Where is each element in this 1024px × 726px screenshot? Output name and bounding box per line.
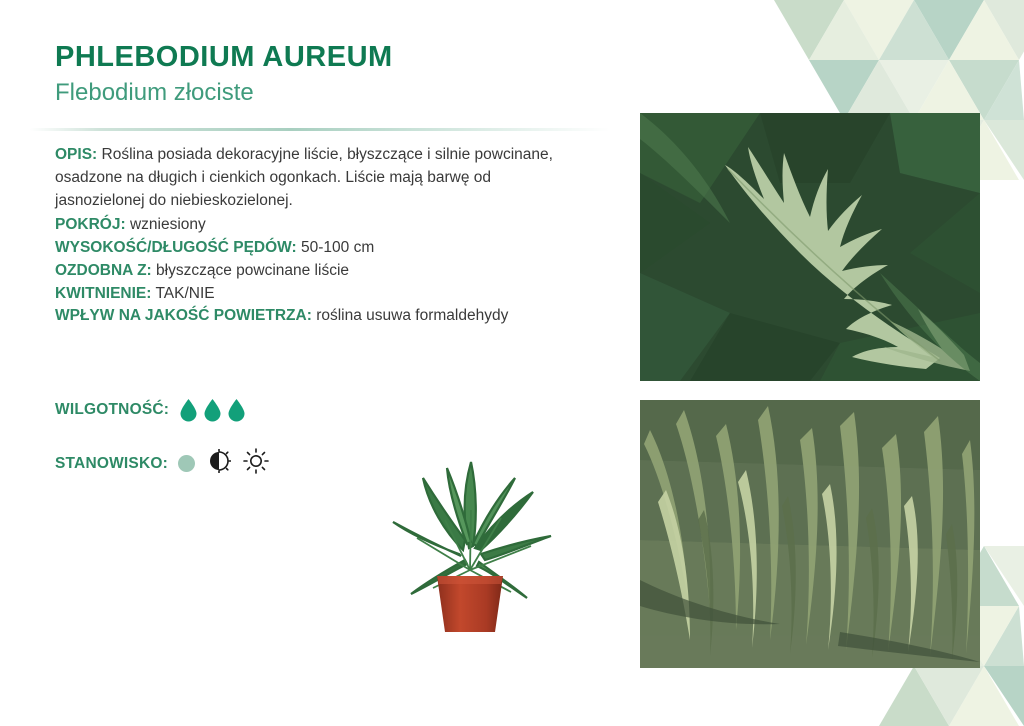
attribute-air-quality-value: roślina usuwa formaldehydy xyxy=(316,307,509,325)
position-label: STANOWISKO: xyxy=(55,454,168,472)
description-text: Roślina posiada dekoracyjne liście, błyszczące i silnie powcinane, osadzone na długich i cienkich ogonkach. Liście mają barwę od jasnozielonej do niebieskozielonej. xyxy=(55,146,553,209)
page-title: PHLEBODIUM AUREUM xyxy=(55,41,393,73)
attribute-flowering xyxy=(55,283,555,306)
attribute-habit-value: wzniesiony xyxy=(129,216,206,234)
humidity-label: WILGOTNOŚĆ: xyxy=(55,401,170,418)
attribute-height-label: WYSOKOŚĆ/DŁUGOŚĆ PĘDÓW: xyxy=(55,239,297,257)
attribute-air-quality-label: WPŁYW NA JAKOŚĆ POWIETRZA: xyxy=(55,307,312,325)
fern-foliage-photo xyxy=(640,400,980,668)
attribute-habit xyxy=(55,214,555,237)
page-subtitle: Flebodium złociste xyxy=(55,78,254,106)
attribute-air-quality xyxy=(55,305,555,328)
attribute-flowering-label: KWITNIENIE: xyxy=(55,284,152,302)
attribute-height xyxy=(55,237,555,260)
water-drop-icon xyxy=(203,398,222,422)
attribute-height-value: 50-100 cm xyxy=(301,239,375,257)
shade-circle-icon xyxy=(178,455,195,472)
full-sun-icon xyxy=(243,448,269,479)
water-drop-icon xyxy=(179,398,198,422)
humidity-row xyxy=(55,398,246,422)
attribute-ornamental-value: błyszczące powcinane liście xyxy=(156,261,350,279)
attribute-ornamental xyxy=(55,260,555,283)
description-label: OPIS: xyxy=(55,146,98,163)
half-sun-icon xyxy=(207,449,231,478)
description-paragraph xyxy=(55,144,555,212)
fern-frond-closeup-photo xyxy=(640,113,980,381)
humidity-icons xyxy=(179,398,246,422)
attribute-ornamental-label: OZDOBNA Z: xyxy=(55,261,152,279)
details-block xyxy=(55,144,555,328)
title-divider xyxy=(30,128,610,131)
water-drop-icon xyxy=(227,398,246,422)
position-row xyxy=(55,448,269,479)
attribute-flowering-value: TAK/NIE xyxy=(155,284,215,302)
potted-fern-photo xyxy=(345,420,595,635)
title-block xyxy=(55,42,595,106)
position-icons xyxy=(178,448,269,479)
attribute-habit-label: POKRÓJ: xyxy=(55,216,126,234)
